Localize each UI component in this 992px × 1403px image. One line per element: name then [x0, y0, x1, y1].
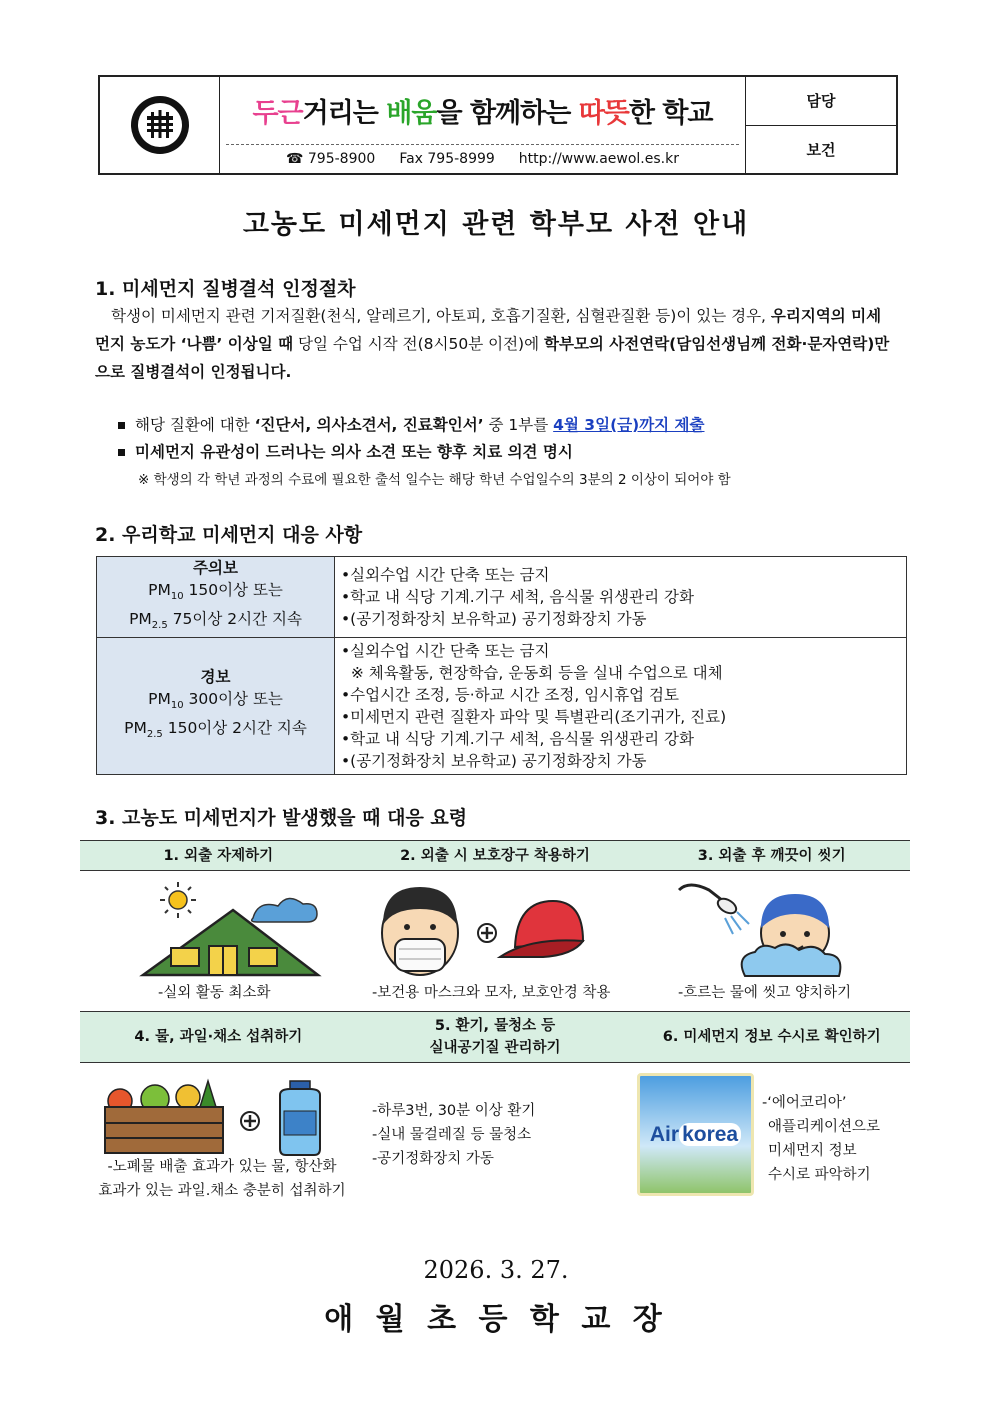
action-item: •미세먼지 관련 질환자 파악 및 특별관리(조기귀가, 진료)	[341, 708, 727, 727]
document-title: 고농도 미세먼지 관련 학부모 사전 안내	[242, 209, 750, 240]
signer-name: 애 월 초 등 학 교 장	[324, 1302, 668, 1337]
approval-box	[746, 77, 896, 173]
slogan-part: 두근	[252, 98, 303, 129]
section-1-paragraph	[95, 302, 895, 386]
school-url[interactable]: http://www.aewol.es.kr	[518, 151, 679, 167]
school-emblem-icon	[129, 94, 191, 156]
bullet-square-icon	[118, 449, 125, 456]
approval-label-1: 담당	[746, 77, 896, 126]
section-2-heading: 2. 우리학교 미세먼지 대응 사항	[95, 524, 363, 546]
actions-cell-advisory	[335, 557, 907, 638]
para-text-d: 학부모의 사전연락(담임선생님께 전화·문자연락)만으로 질병결석이 인정됩니다.	[95, 335, 890, 381]
slogan-part: 한 학교	[628, 98, 713, 129]
response-table	[96, 556, 907, 775]
action-item: •실외수업 시간 단축 또는 금지	[341, 566, 550, 585]
bullet-doctor-opinion: 미세먼지 유관성이 드러나는 의사 소견 또는 향후 치료 의견 명시	[118, 440, 573, 462]
shower-washing-icon	[675, 878, 855, 980]
step-4-label: 4. 물, 과일·채소 섭취하기	[134, 1029, 303, 1045]
table-row	[97, 557, 907, 638]
tent-outdoor-icon	[133, 880, 333, 980]
airkorea-app-icon[interactable]: Air korea	[637, 1073, 754, 1196]
step-5-label: 5. 환기, 물청소 등 실내공기질 관리하기	[429, 1018, 561, 1056]
mask-and-cap-icon	[375, 885, 585, 980]
attendance-note: ※ 학생의 각 학년 과정의 수료에 필요한 출석 일수는 해당 학년 수업일수의 3분의 2 이상이 되어야 함	[138, 472, 731, 488]
table-row	[97, 638, 907, 775]
caption-step-1: -실외 활동 최소화	[158, 985, 271, 1001]
caption-step-5-line-3: -공기정화장치 가동	[372, 1151, 494, 1167]
caption-step-6: -‘에어코리아’ 애플리케이션으로 미세먼지 정보 수시로 파악하기	[762, 1095, 881, 1183]
action-item: •학교 내 식당 기계.기구 세척, 음식물 위생관리 강화	[341, 588, 694, 607]
para-text-b: 우리지역의 미세먼지 농도가 ‘나쁨’ 이상일 때	[95, 307, 882, 353]
contact-info	[220, 145, 745, 173]
slogan-part: 을 함께하는	[436, 98, 579, 129]
vegetables-and-water-icon	[100, 1077, 340, 1157]
caption-step-5	[372, 1099, 535, 1171]
fax-number: Fax 795-8999	[399, 151, 495, 167]
school-slogan	[226, 77, 739, 145]
caption-step-2: -보건용 마스크와 모자, 보호안경 착용	[372, 985, 611, 1001]
bullet-square-icon	[118, 422, 125, 429]
section-1-heading: 1. 미세먼지 질병결석 인정절차	[95, 278, 356, 300]
caption-step-5-line-1: -하루3번, 30분 이상 환기	[372, 1103, 536, 1119]
action-item: •(공기정화장치 보유학교) 공기정화장치 가동	[341, 752, 647, 771]
section-3-heading: 3. 고농도 미세먼지가 발생했을 때 대응 요령	[95, 807, 468, 829]
step-1-label: 1. 외출 자제하기	[163, 847, 274, 864]
action-item: •(공기정화장치 보유학교) 공기정화장치 가동	[341, 610, 647, 629]
caption-step-4: -노폐물 배출 효과가 있는 물, 항산화 효과가 있는 과일.채소 충분히 섭취하기	[98, 1159, 346, 1199]
caption-step-3: -흐르는 물에 씻고 양치하기	[678, 985, 852, 1001]
school-emblem	[100, 77, 220, 173]
level-cell-warning: 경보 $PM_{10}$ 300이상 또는 $PM_{2.5}$ 150이상 2시간 지속	[97, 638, 335, 775]
level-cell-advisory: 주의보 $PM_{10}$ 150이상 또는 $PM_{2.5}$ 75이상 2시간 지속	[97, 557, 335, 638]
approval-label-2: 보건	[806, 140, 836, 159]
action-item: •실외수업 시간 단축 또는 금지	[341, 642, 550, 661]
steps-header-row-1	[80, 840, 910, 871]
letterhead	[98, 75, 898, 175]
deadline-text: 4월 3일(금)까지 제출	[553, 416, 705, 434]
bullet-documents: 해당 질환에 대한 ‘진단서, 의사소견서, 진료확인서’ 중 1부를 4월 3일(금)까지 제출	[118, 413, 705, 435]
step-3-label: 3. 외출 후 깨끗이 씻기	[697, 847, 846, 864]
slogan-part: 거리는	[302, 98, 387, 129]
step-6-label: 6. 미세먼지 정보 수시로 확인하기	[662, 1029, 881, 1045]
phone-number: ☎ 795-8900	[286, 151, 376, 167]
document-date: 2026. 3. 27.	[423, 1256, 569, 1284]
slogan-part: 따뜻	[578, 98, 629, 129]
para-text-a: 학생이 미세먼지 관련 기저질환(천식, 알레르기, 아토피, 호흡기질환, 심혈관질환 등)이 있는 경우,	[111, 307, 771, 325]
steps-header-row-2	[80, 1011, 910, 1063]
actions-cell-warning	[335, 638, 907, 775]
caption-step-5-line-2: -실내 물걸레질 등 물청소	[372, 1127, 532, 1143]
action-item: •수업시간 조정, 등·하교 시간 조정, 임시휴업 검토	[341, 686, 679, 705]
action-item: •학교 내 식당 기계.기구 세척, 음식물 위생관리 강화	[341, 730, 694, 749]
step-2-label: 2. 외출 시 보호장구 착용하기	[400, 847, 590, 864]
para-text-c: 당일 수업 시작 전(8시50분 이전)에	[293, 335, 544, 353]
slogan-part: 배움	[386, 98, 437, 129]
action-item: ※ 체육활동, 현장학습, 운동회 등을 실내 수업으로 대체	[341, 664, 723, 683]
